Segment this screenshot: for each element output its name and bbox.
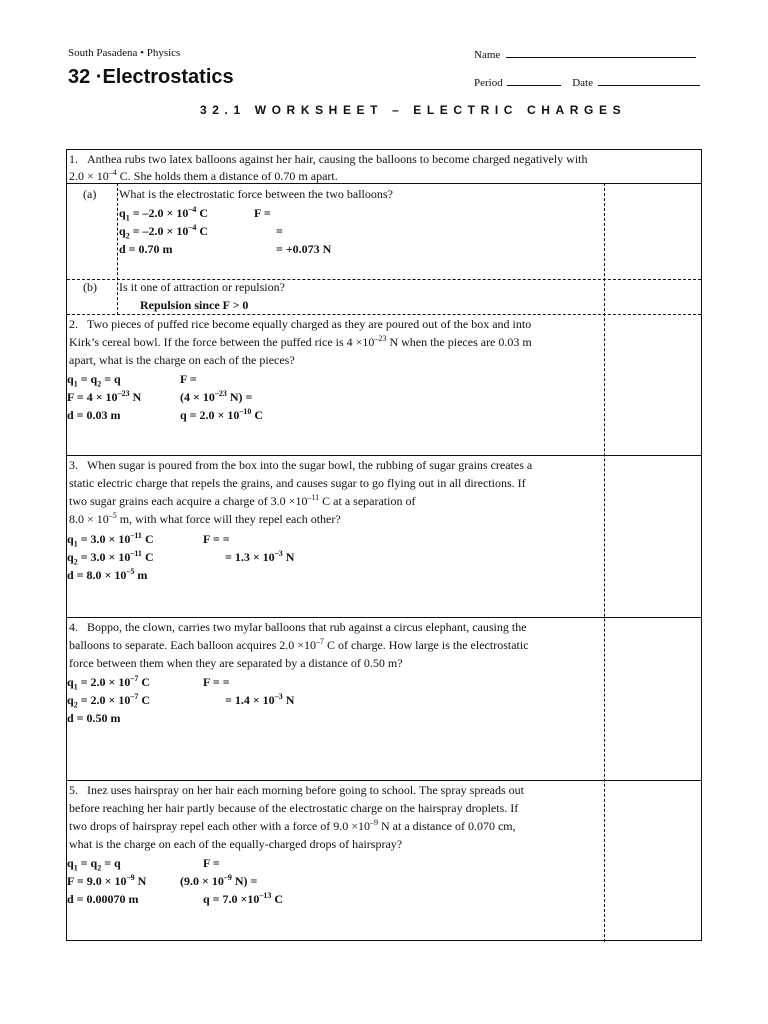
part-label: (a)	[83, 187, 97, 201]
problem-5-line-4: what is the charge on each of the equally-charged drops of hairspray?	[69, 837, 403, 851]
given-charges-equal: $q_1 = q_2 = q$	[67, 856, 121, 873]
problem-number: 5.	[69, 783, 78, 797]
column-divider-dashed	[604, 183, 605, 942]
school-label: South Pasadena • Physics	[68, 47, 181, 59]
period-date-field	[474, 75, 700, 89]
force-equation: F =	[180, 372, 197, 386]
charge-value: 2.0 × 10	[69, 169, 109, 183]
force-equation: F = =	[203, 532, 230, 546]
problem-1-line-1	[69, 150, 588, 168]
worksheet-table	[66, 149, 702, 941]
problem-2-line-2: Kirk’s cereal bowl. If the force between the puffed rice is $4 \times 10^{-23}$ N when the pieces are 0.03 m	[69, 334, 532, 349]
given-distance: d = 0.03 m	[67, 408, 121, 422]
given-distance: $d = 8.0 \times 10^{-5}$ m	[67, 567, 148, 582]
given-distance: d = 0.70 m	[119, 242, 173, 256]
given-distance: d = 0.50 m	[67, 711, 121, 725]
given-distance: d = 0.00070 m	[67, 892, 139, 906]
force-result: = $1.4 \times 10^{-3}$ N	[225, 692, 295, 707]
charge-result: $q = 2.0 \times 10^{-10}$ C	[180, 407, 264, 422]
force-result: = $1.3 \times 10^{-3}$ N	[225, 549, 295, 564]
part-label: (b)	[83, 280, 97, 294]
part-question: What is the electrostatic force between the two balloons?	[119, 187, 393, 201]
charge-exponent: –4	[108, 168, 117, 177]
problem-3-line-2: static electric charge that repels the grains, and causes sugar to go flying out in all directions. If	[69, 476, 526, 490]
problem-text: Anthea rubs two latex balloons against her hair, causing the balloons to become charged negatively with	[87, 152, 588, 166]
period-label: Period	[474, 77, 503, 89]
problem-3-line-1: 3. When sugar is poured from the box into the sugar bowl, the rubbing of sugar grains creates a	[69, 458, 533, 472]
problem-number: 4.	[69, 620, 78, 634]
given-force: $F = 4 \times 10^{-23}$ N	[67, 389, 142, 404]
name-blank	[506, 47, 696, 58]
force-equation: F =	[203, 856, 220, 870]
problem-4-line-2: balloons to separate. Each balloon acquires $2.0 \times 10^{-7}$ C of charge. How large is the electrostatic	[69, 637, 529, 652]
problem-4-line-1: 4. Boppo, the clown, carries two mylar balloons that rub against a circus elephant, causing the	[69, 620, 527, 634]
problem-number: 2.	[69, 317, 78, 331]
problem-number: 1.	[69, 152, 78, 166]
part-question: Is it one of attraction or repulsion?	[119, 280, 285, 294]
period-blank	[507, 75, 561, 86]
problem-2-line-1: 2. Two pieces of puffed rice become equally charged as they are poured out of the box and into	[69, 317, 532, 331]
given-q2: $q_2 = 3.0 \times 10^{-11}$ C	[67, 549, 154, 567]
given-q1: $q_1 = 2.0 \times 10^{-7}$ C	[67, 674, 151, 692]
problem-2-line-3: apart, what is the charge on each of the pieces?	[69, 353, 295, 367]
page-title: 32 ·Electrostatics	[68, 66, 234, 88]
problem-3-line-3: two sugar grains each acquire a charge of $3.0 \times 10^{-11}$ C at a separation of	[69, 493, 416, 508]
given-q2: $q_2 = 2.0 \times 10^{-7}$ C	[67, 692, 151, 710]
name-field	[474, 47, 696, 61]
given-q1: $q_1 = -2.0 \times 10^{-4}$ C	[119, 205, 209, 223]
force-equation: F = =	[203, 675, 230, 689]
column-divider-dashed	[117, 183, 118, 315]
problem-text: C. She holds them a distance of 0.70 m apart.	[119, 169, 338, 183]
problem-5-line-1: 5. Inez uses hairspray on her hair each morning before going to school. The spray spreads out	[69, 783, 524, 797]
name-label: Name	[474, 49, 501, 61]
part-answer: Repulsion since F > 0	[140, 298, 249, 312]
force-result: = +0.073 N	[276, 242, 332, 256]
date-label: Date	[572, 77, 593, 89]
given-force: $F = 9.0 \times 10^{-9}$ N	[67, 873, 147, 888]
force-substitution: ($4 \times 10^{-23}$ N) =	[180, 389, 253, 404]
problem-3-line-4: $8.0 \times 10^{-5}$ m, with what force will they repel each other?	[69, 511, 341, 526]
problem-1-line-2	[69, 167, 338, 185]
given-charges-equal: $q_1 = q_2 = q$	[67, 372, 121, 389]
force-substitution: ($9.0 \times 10^{-9}$ N) =	[180, 873, 258, 888]
charge-result: $q = 7.0 \times 10^{-13}$ C	[203, 891, 284, 906]
force-equation: F =	[254, 206, 271, 220]
problem-number: 3.	[69, 458, 78, 472]
problem-5-line-2: before reaching her hair partly because of the electrostatic charge on the hairspray droplets. If	[69, 801, 519, 815]
problem-5-line-3: two drops of hairspray repel each other with a force of $9.0 \times 10^{-9}$ N at a distance of 0.070 cm,	[69, 818, 516, 833]
date-blank	[598, 75, 700, 86]
given-q1: $q_1 = 3.0 \times 10^{-11}$ C	[67, 531, 154, 549]
problem-4-line-3: force between them when they are separated by a distance of 0.50 m?	[69, 656, 403, 670]
force-equation-step: =	[276, 224, 283, 238]
given-q2: $q_2 = -2.0 \times 10^{-4}$ C	[119, 223, 209, 241]
worksheet-subtitle: 32.1 WORKSHEET – ELECTRIC CHARGES	[200, 103, 627, 117]
